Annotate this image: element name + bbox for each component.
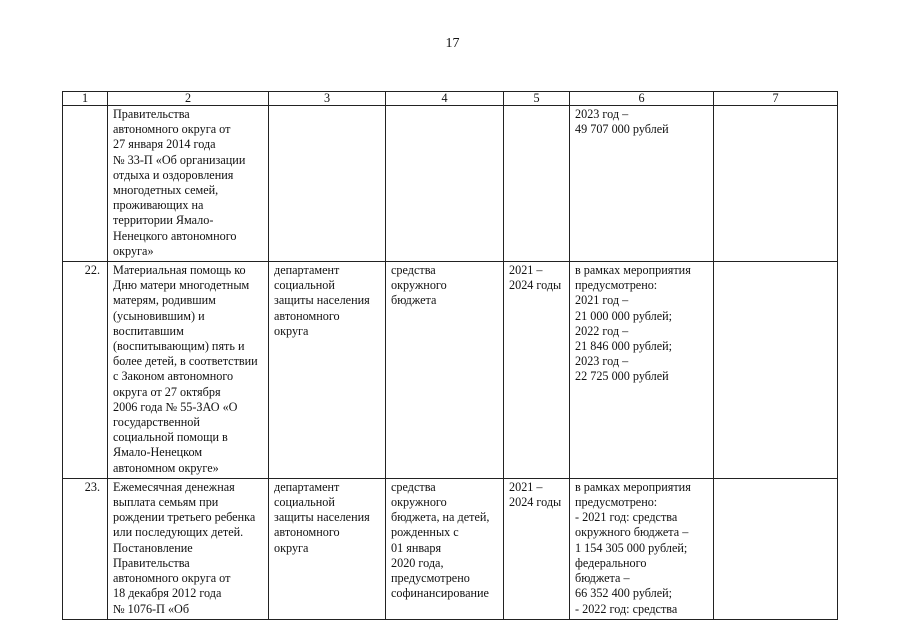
funding-amount: в рамках мероприятия предусмотрено: - 2021 год: средства окружного бюджета – 1 154 305 000 рублей; федерального бюджета – 66 352 400 рублей; - 2022 год: средства [570,478,714,619]
column-header: 4 [386,92,504,106]
funding-source: средства окружного бюджета, на детей, рожденных с 01 января 2020 года, предусмотрено софинансирование [386,478,504,619]
table-header-row [63,92,838,106]
executor: департамент социальной защиты населения автономного округа [269,478,386,619]
column-header: 5 [504,92,570,106]
column-header: 6 [570,92,714,106]
column-header: 1 [63,92,108,106]
row-number: 22. [63,262,108,479]
funding-amount: в рамках мероприятия предусмотрено: 2021 год – 21 000 000 рублей; 2022 год – 21 846 000 рублей; 2023 год – 22 725 000 рублей [570,262,714,479]
note [714,106,838,262]
measure-name: Правительства автономного округа от 27 января 2014 года № 33-П «Об организации отдыха и оздоровления многодетных семей, проживающих на территории Ямало- Ненецкого автономного округа» [108,106,269,262]
executor [269,106,386,262]
column-header: 2 [108,92,269,106]
column-header: 7 [714,92,838,106]
column-header: 3 [269,92,386,106]
row-number: 23. [63,478,108,619]
page-number: 17 [445,36,460,51]
funding-source [386,106,504,262]
measure-name: Материальная помощь ко Дню матери многодетным матерям, родившим (усыновившим) и воспитавшим (воспитывающим) пять и более детей, в соответствии с Законом автономного округа от 27 октября 2006 года № 55-ЗАО «О государственной социальной помощи в Ямало-Ненецком автономном округе» [108,262,269,479]
note [714,478,838,619]
measure-name: Ежемесячная денежная выплата семьям при рождении третьего ребенка или последующих детей. Постановление Правительства автономного округа от 18 декабря 2012 года № 1076-П «Об [108,478,269,619]
executor: департамент социальной защиты населения автономного округа [269,262,386,479]
measures-table [62,91,838,620]
funding-amount: 2023 год – 49 707 000 рублей [570,106,714,262]
note [714,262,838,479]
table-row [63,478,838,619]
row-number [63,106,108,262]
table-row [63,106,838,262]
funding-source: средства окружного бюджета [386,262,504,479]
period [504,106,570,262]
period: 2021 – 2024 годы [504,262,570,479]
table-row [63,262,838,479]
period: 2021 – 2024 годы [504,478,570,619]
